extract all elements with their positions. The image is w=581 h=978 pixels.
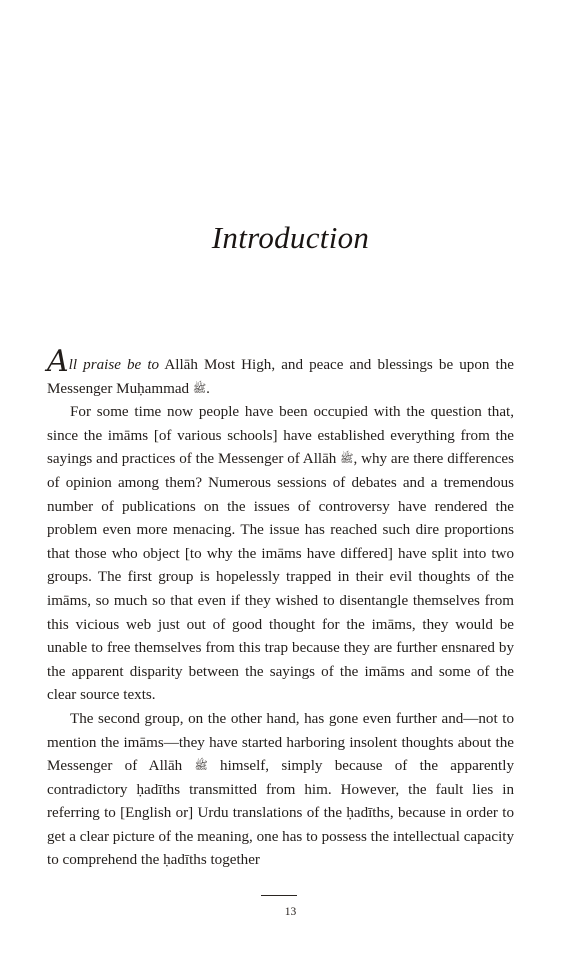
paragraph-text: . [206,380,210,397]
lead-in-italic: ll praise be to [68,357,160,373]
honorific-symbol: ﷺ [194,760,208,773]
body-text [47,344,514,873]
body-paragraph [47,708,514,873]
chapter-title: Introduction [211,220,370,255]
paragraph-text: , why are there differences of opinion among them? Numerous sessions of debates and a tremendous number of publications on the issues of controversy have rendered the problem even more menacing. The issue has reached such dire proportions that those who object [to why the imāms have differed] have split into two groups. The first group is hopelessly trapped in their evil thoughts of the imāms, so much so that even if they wished to disentangle themselves from this vicious web just out of good thought for the imāms, they would be unable to free themselves from this trap because they are further ensnared by the apparent disparity between the sayings of the imāms and some of the clear source texts. [47,451,514,704]
page-number: 13 [284,906,297,918]
drop-cap: A [47,344,69,379]
paragraph-text: himself, simply because of the apparently contradictory ḥadīths transmitted from him. However, the fault lies in referring to [English or] Urdu translations of the ḥadīths, because in order to get a clear picture of the meaning, one has to possess the intellectual capacity to comprehend the ḥadīths together [47,758,514,869]
paragraph-text: Allāh Most High, and peace and blessings be upon the Messenger Muḥammad [47,357,514,397]
footer-rule [261,895,297,896]
paragraph-text: The second group, on the other hand, has gone even further and—not to mention the imāms—they have started harboring insolent thoughts about the Messenger of Allāh [47,710,514,775]
paragraph-text: For some time now people have been occupied with the question that, since the imāms [of various schools] have established everything from the sayings and practices of the Messenger of Allāh [47,404,514,468]
honorific-symbol: ﷺ [340,453,354,466]
honorific-symbol: ﷺ [192,382,207,395]
body-paragraph [47,401,514,708]
opening-paragraph [47,344,514,401]
